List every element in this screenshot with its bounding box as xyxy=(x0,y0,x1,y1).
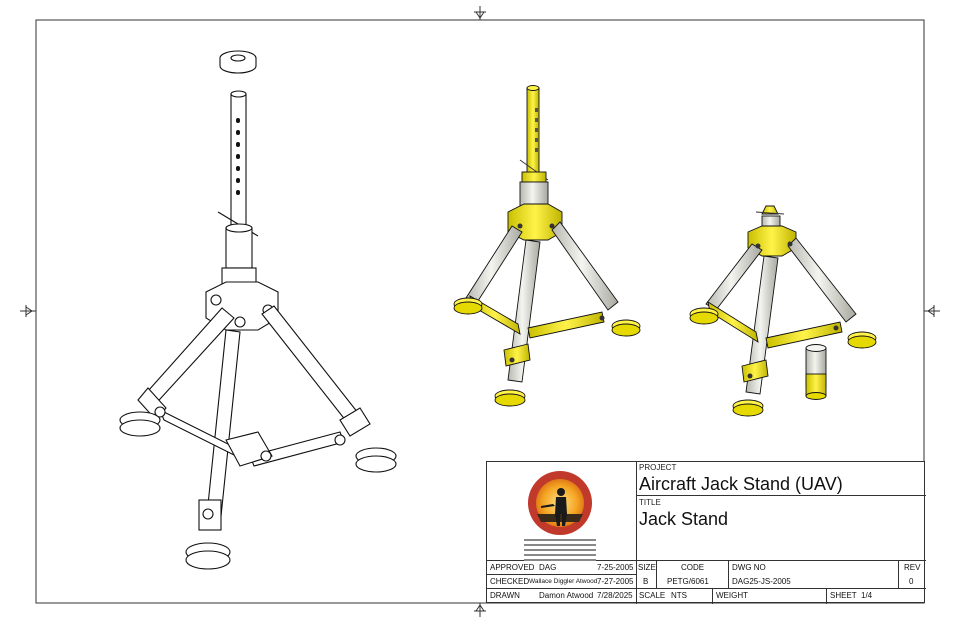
code-label: CODE xyxy=(681,563,705,572)
scale-cell xyxy=(637,589,713,604)
drawn-cell xyxy=(487,589,637,604)
checked-by: Wallace Diggler Atwood xyxy=(529,578,598,585)
title-cell xyxy=(637,496,926,561)
weight-label: WEIGHT xyxy=(716,591,748,600)
drawing-title: Jack Stand xyxy=(639,509,729,529)
sheet-cell xyxy=(827,589,926,604)
scale-value: NTS xyxy=(671,591,687,600)
sheet-label: SHEET xyxy=(830,591,857,600)
dwg-no-cell xyxy=(729,561,899,589)
center-mark-left xyxy=(20,305,36,317)
project-label: PROJECT xyxy=(639,463,677,472)
company-logo xyxy=(527,470,593,536)
title-label: TITLE xyxy=(639,498,661,507)
approved-by: DAG xyxy=(539,563,557,572)
code-value: PETG/6061 xyxy=(667,577,709,586)
approved-date: 7-25-2005 xyxy=(597,563,634,572)
rev-label: REV xyxy=(904,563,921,572)
project-cell xyxy=(637,462,926,496)
center-mark-top xyxy=(474,6,486,20)
approved-label: APPROVED xyxy=(490,563,535,572)
project-name: Aircraft Jack Stand (UAV) xyxy=(639,474,843,494)
center-mark-right xyxy=(924,305,940,317)
code-cell xyxy=(657,561,729,589)
drawn-date: 7/28/2025 xyxy=(597,591,633,600)
weight-cell xyxy=(713,589,827,604)
drawn-label: DRAWN xyxy=(490,591,520,600)
size-cell xyxy=(637,561,657,589)
dwg-no-label: DWG NO xyxy=(732,563,766,572)
checked-label: CHECKED xyxy=(490,577,530,586)
approved-cell xyxy=(487,561,637,575)
jack-stand-retracted-color-view xyxy=(690,206,876,416)
sheet-value: 1/4 xyxy=(861,591,873,600)
logo-cell xyxy=(487,462,637,561)
logo-fine-print xyxy=(524,536,596,564)
jack-stand-extended-color-view xyxy=(454,86,640,407)
rev-value: 0 xyxy=(909,577,914,586)
size-value: B xyxy=(643,577,649,586)
jack-stand-lineart-view xyxy=(120,51,396,569)
center-mark-bottom xyxy=(474,603,486,617)
size-label: SIZE xyxy=(638,563,656,572)
checked-date: 7-27-2005 xyxy=(597,577,634,586)
scale-label: SCALE xyxy=(639,591,666,600)
dwg-no-value: DAG25-JS-2005 xyxy=(732,577,791,586)
rev-cell xyxy=(899,561,926,589)
drawn-by: Damon Atwood xyxy=(539,591,594,600)
title-block xyxy=(486,461,925,603)
checked-cell xyxy=(487,575,637,589)
